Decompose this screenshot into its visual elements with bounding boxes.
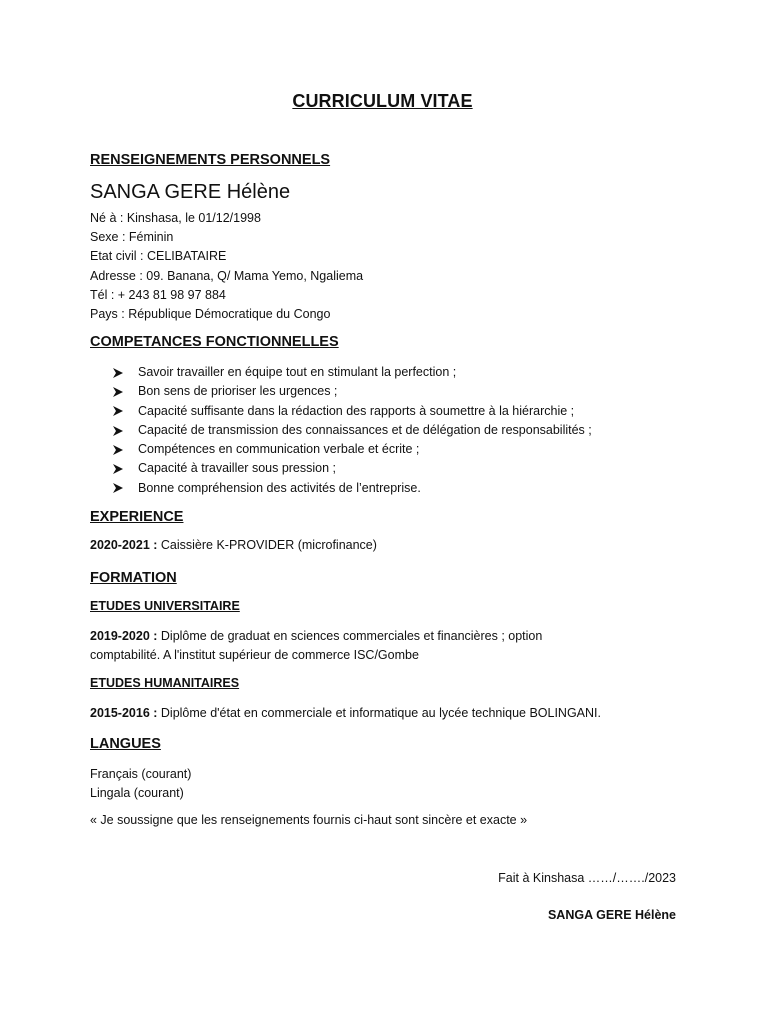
arrow-right-icon [112, 482, 138, 494]
personal-info-list [90, 209, 363, 324]
phone-info: Tél : + 243 81 98 97 884 [90, 287, 226, 302]
declaration-text: « Je soussigne que les renseignements fournis ci-haut sont sincère et exacte » [90, 813, 528, 827]
skill-text: Capacité de transmission des connaissances et de délégation de responsabilités ; [138, 422, 592, 437]
secondary-entry [90, 704, 601, 723]
university-heading: ETUDES UNIVERSITAIRE [90, 599, 240, 613]
secondary-text: Diplôme d'état en commerciale et informatique au lycée technique BOLINGANI. [157, 706, 601, 720]
document-title: CURRICULUM VITAE [292, 91, 473, 111]
skills-list [112, 363, 592, 498]
arrow-right-icon [112, 425, 138, 437]
list-item [112, 363, 592, 382]
list-item [112, 440, 592, 459]
list-item [112, 421, 592, 440]
skill-text: Bonne compréhension des activités de l’entreprise. [138, 480, 421, 495]
personal-info-heading: RENSEIGNEMENTS PERSONNELS [90, 152, 331, 168]
secondary-heading: ETUDES HUMANITAIRES [90, 676, 240, 690]
skill-text: Capacité suffisante dans la rédaction des rapports à soumettre à la hiérarchie ; [138, 403, 575, 418]
place-date: Fait à Kinshasa ……/……./2023 [498, 871, 676, 885]
experience-entry [90, 536, 377, 555]
list-item [112, 459, 592, 478]
country-info: Pays : République Démocratique du Congo [90, 307, 331, 322]
university-entry-line1 [90, 627, 542, 646]
university-text-2: comptabilité. A l'institut supérieur de commerce ISC/Gombe [90, 648, 419, 662]
signature-name: SANGA GERE Hélène [547, 908, 676, 922]
university-period: 2019-2020 : [90, 629, 158, 643]
list-item [112, 479, 592, 498]
experience-text: Caissière K-PROVIDER (microfinance) [157, 538, 377, 552]
language-item: Français (courant) [90, 767, 192, 781]
skills-heading: COMPETANCES FONCTIONNELLES [90, 334, 339, 350]
marital-status: Etat civil : CELIBATAIRE [90, 249, 227, 264]
languages-heading: LANGUES [90, 736, 161, 752]
arrow-right-icon [112, 463, 138, 475]
skill-text: Bon sens de prioriser les urgences ; [138, 384, 338, 399]
skill-text: Compétences en communication verbale et écrite ; [138, 442, 420, 457]
cv-page [90, 0, 690, 1024]
skill-text: Savoir travailler en équipe tout en stimulant la perfection ; [138, 365, 457, 379]
language-item: Lingala (courant) [90, 786, 184, 800]
formation-heading: FORMATION [90, 570, 177, 586]
arrow-right-icon [112, 367, 138, 379]
arrow-right-icon [112, 444, 138, 456]
arrow-right-icon [112, 405, 138, 417]
secondary-period: 2015-2016 : [90, 706, 158, 720]
arrow-right-icon [112, 386, 138, 398]
skill-text: Capacité à travailler sous pression ; [138, 461, 337, 476]
experience-heading: EXPERIENCE [90, 509, 184, 525]
list-item [112, 402, 592, 421]
birth-info: Né à : Kinshasa, le 01/12/1998 [90, 211, 261, 225]
university-text-1: Diplôme de graduat en sciences commerciales et financières ; option [157, 629, 543, 643]
candidate-name: SANGA GERE Hélène [90, 181, 291, 203]
address-info: Adresse : 09. Banana, Q/ Mama Yemo, Ngaliema [90, 268, 364, 283]
experience-period: 2020-2021 : [90, 538, 158, 552]
list-item [112, 382, 592, 401]
sex-info: Sexe : Féminin [90, 230, 174, 245]
